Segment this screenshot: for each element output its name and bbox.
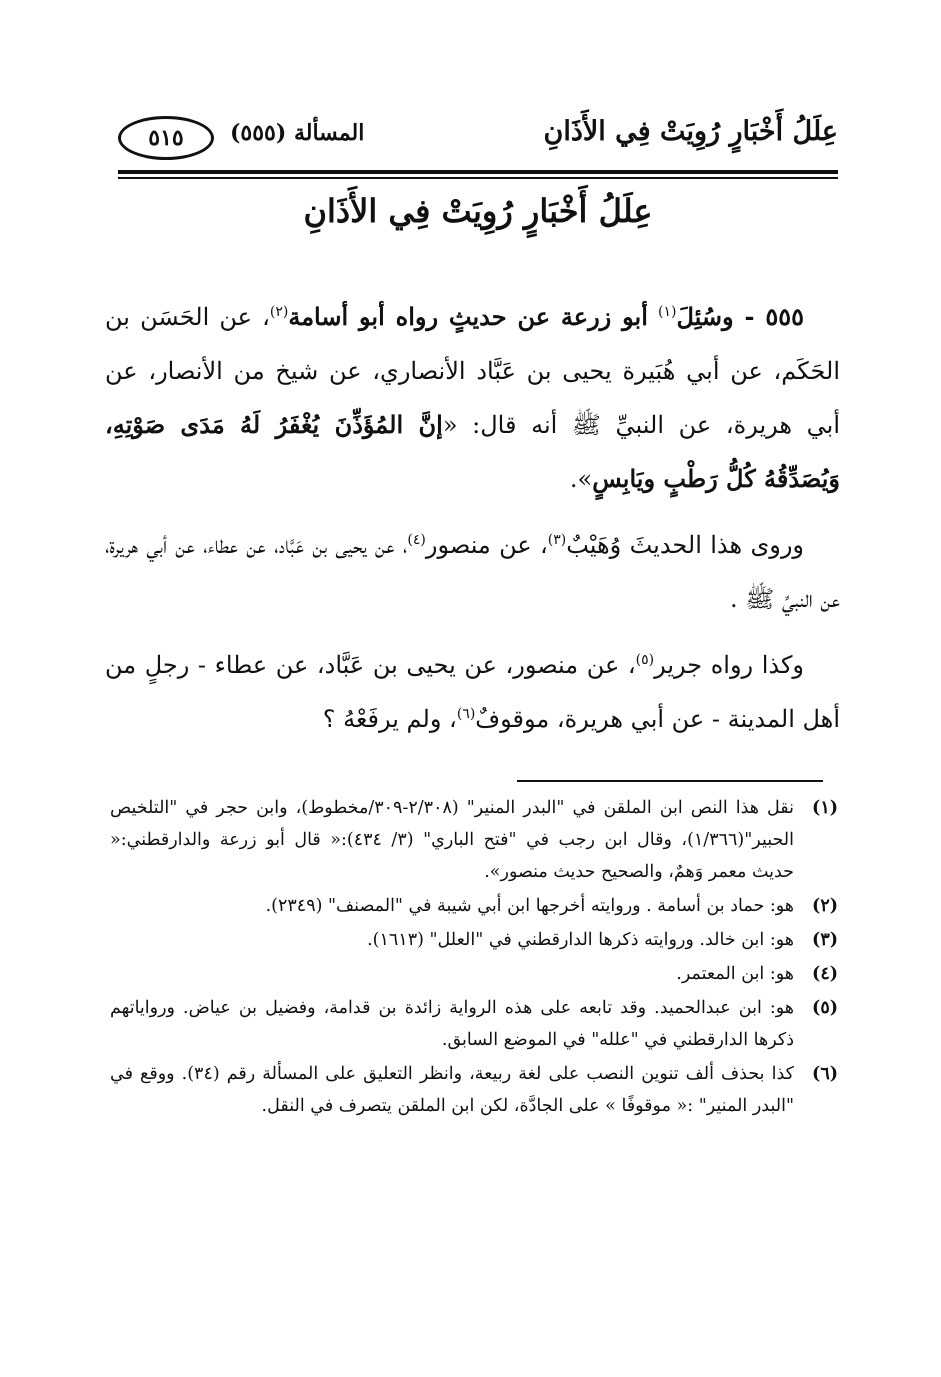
footnote-text: هو: ابن خالد. وروايته ذكرها الدارقطني في "العلل" (١٦١٣).: [367, 930, 794, 950]
main-text: [105, 290, 840, 758]
paragraph-3-c: ، ولم يرفَعْهُ ؟: [322, 705, 457, 733]
footnote-ref-6: (٦): [456, 706, 476, 722]
masala-label: المسألة (٥٥٥): [230, 120, 365, 146]
footnotes: [110, 792, 838, 1124]
paragraph-3-a: وكذا رواه جرير: [654, 651, 804, 679]
footnote-ref-2: (٢): [269, 304, 289, 320]
hadith-text: إنَّ المُؤَذِّنَ يُغْفَرُ لَهُ مَدَى صَوْتِهِ، وَيُصَدِّقُهُ كُلُّ رَطْبٍ ويَابِسٍ: [105, 410, 840, 493]
footnote-ref-3: (٣): [547, 532, 567, 548]
footnote-text: كذا بحذف ألف تنوين النصب على لغة ربيعة، وانظر التعليق على المسألة رقم (٣٤). ووقع في "البدر المنير" :« موقوفًا » على الجادَّة، لكن ابن الملقن يتصرف في النقل.: [110, 1064, 794, 1116]
question-number: ٥٥٥ - وسُئِلَ: [676, 302, 804, 331]
footnote-number: (٤): [812, 964, 838, 984]
paragraph-1-end: ».: [569, 465, 593, 493]
footnote-text: نقل هذا النص ابن الملقن في "البدر المنير" (٢/٣٠٨-٣٠٩/مخطوط)، وابن حجر في "التلخيص الحبير"(١/٣٦٦)، وقال ابن رجب في "فتح الباري" (٣/ ٤٣٤):« قال أبو زرعة والدارقطني:« حديث معمر وَهمٌ، والصحيح حديث منصور».: [110, 798, 794, 882]
footnote-ref-5: (٥): [635, 652, 655, 668]
running-title: عِلَلُ أَخْبَارٍ رُوِيَتْ فِي الأَذَانِ: [543, 116, 838, 147]
chapter-title: عِلَلُ أَخْبَارٍ رُوِيَتْ فِي الأَذَانِ: [303, 192, 653, 230]
paragraph-1-text: ، عن الحَسَن بن الحَكَم، عن أبي هُبَيرة يحيى بن عَبَّاد الأنصاري، عن شيخ من الأنصار، عن أبي هريرة، عن النبيِّ ﷺ أنه قال: «: [105, 303, 841, 439]
page-number: ٥١٥: [148, 125, 184, 151]
paragraph-1: [105, 290, 840, 506]
footnote: [110, 958, 838, 990]
footnote: [110, 992, 838, 1056]
page-number-badge: [118, 116, 214, 160]
footnote-separator: [517, 780, 823, 782]
footnote-number: (٢): [812, 896, 838, 916]
footnote-text: هو: ابن المعتمر.: [676, 964, 794, 984]
footnote: [110, 792, 838, 888]
header-rule-thin: [118, 177, 838, 179]
footnote-number: (٥): [812, 998, 838, 1018]
footnote: [110, 924, 838, 956]
footnote: [110, 1058, 838, 1122]
footnote-number: (١): [812, 798, 838, 818]
paragraph-3: [105, 638, 840, 746]
footnote-number: (٦): [812, 1064, 838, 1084]
paragraph-3-b: ، عن منصور، عن يحيى بن عَبَّاد، عن عطاء - رجلٍ من أهل المدينة - عن أبي هريرة، موقوفٌ: [105, 651, 840, 733]
header-rule-thick: [118, 170, 838, 174]
paragraph-2: [105, 518, 840, 626]
footnote-number: (٣): [812, 930, 838, 950]
page-header: [118, 108, 838, 170]
footnote-ref-4: (٤): [407, 532, 426, 548]
footnote-ref-1: (١): [658, 304, 677, 320]
paragraph-2-c: ، عن يحيى بن عَبَّاد، عن عطاء، عن أبي هريرة، عن النبيِّ ﷺ .: [105, 531, 840, 613]
footnote: [110, 890, 838, 922]
footnote-text: هو: ابن عبدالحميد. وقد تابعه على هذه الرواية زائدة بن قدامة، وفضيل بن عياض. ورواياتهم ذكرها الدارقطني في "علله" في الموضع السابق.: [110, 998, 794, 1050]
paragraph-1-lead: أبو زرعة عن حديثٍ رواه أبو أسامة: [288, 302, 648, 331]
footnote-text: هو: حماد بن أسامة . وروايته أخرجها ابن أبي شيبة في "المصنف" (٢٣٤٩).: [265, 896, 794, 916]
paragraph-2-a: وروى هذا الحديثَ وُهَيْبٌ: [566, 531, 804, 559]
paragraph-2-b: ، عن منصور: [425, 531, 548, 559]
